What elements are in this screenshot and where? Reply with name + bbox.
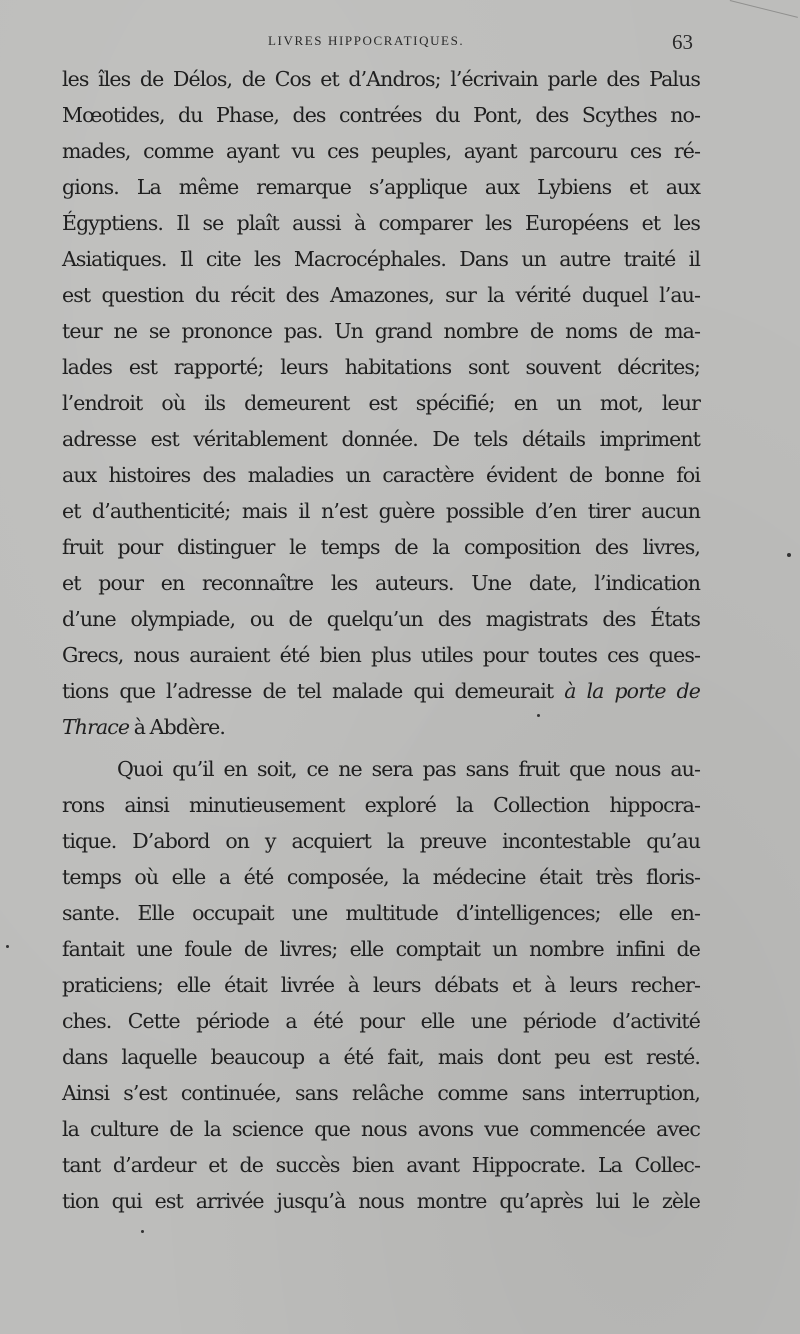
running-head-title: LIVRES HIPPOCRATIQUES. (268, 33, 465, 48)
text-line: Asiatiques. Il cite les Macrocéphales. Dans un autre traité il (62, 247, 700, 271)
text-line: les îles de Délos, de Cos et d’Andros; l’écrivain parle des Palus (62, 67, 700, 91)
text-line-part: tions que l’adresse de tel malade qui demeurait (62, 679, 554, 703)
text-line: sante. Elle occupait une multitude d’intelligences; elle en- (62, 901, 700, 925)
text-line: aux histoires des maladies un caractère évident de bonne foi (62, 463, 700, 487)
ink-speck (537, 714, 540, 717)
text-line: tant d’ardeur et de succès bien avant Hippocrate. La Collec- (62, 1153, 700, 1177)
text-line-part: à Abdère. (129, 715, 226, 739)
text-line: dans laquelle beaucoup a été fait, mais dont peu est resté. (62, 1045, 700, 1069)
text-line: rons ainsi minutieusement exploré la Collection hippocra- (62, 793, 700, 817)
text-line: fruit pour distinguer le temps de la composition des livres, (62, 535, 700, 559)
paragraph-first-line: Quoi qu’il en soit, ce ne sera pas sans fruit que nous au- (117, 757, 700, 781)
ink-speck (787, 553, 791, 557)
text-line: est question du récit des Amazones, sur la vérité duquel l’au- (62, 283, 700, 307)
ink-speck (6, 945, 9, 948)
text-line: Ainsi s’est continuée, sans relâche comme sans interruption, (62, 1081, 700, 1105)
text-line: temps où elle a été composée, la médecine était très floris- (62, 865, 700, 889)
running-head (0, 30, 800, 57)
italic-phrase: à la porte de (564, 679, 700, 703)
text-line: Grecs, nous auraient été bien plus utiles pour toutes ces ques- (62, 643, 700, 667)
text-line: l’endroit où ils demeurent est spécifié; en un mot, leur (62, 391, 700, 415)
text-line: mades, comme ayant vu ces peuples, ayant parcouru ces ré- (62, 139, 700, 163)
text-line: fantait une foule de livres; elle comptait un nombre infini de (62, 937, 700, 961)
body-text (62, 61, 700, 1219)
text-line: gions. La même remarque s’applique aux Lybiens et aux (62, 175, 700, 199)
text-line: d’une olympiade, ou de quelqu’un des magistrats des États (62, 607, 700, 631)
italic-word: Thrace (62, 715, 130, 739)
text-line: et d’authenticité; mais il n’est guère possible d’en tirer aucun (62, 499, 700, 523)
text-line (62, 673, 700, 709)
text-line: lades est rapporté; leurs habitations sont souvent décrites; (62, 355, 700, 379)
text-line (62, 709, 700, 745)
text-line: Égyptiens. Il se plaît aussi à comparer les Européens et les (62, 211, 700, 235)
text-line: tique. D’abord on y acquiert la preuve incontestable qu’au (62, 829, 700, 853)
text-line: Mœotides, du Phase, des contrées du Pont, des Scythes no- (62, 103, 700, 127)
ink-speck (141, 1230, 144, 1233)
text-line: praticiens; elle était livrée à leurs débats et à leurs recher- (62, 973, 700, 997)
text-line: ches. Cette période a été pour elle une période d’activité (62, 1009, 700, 1033)
page-number: 63 (672, 30, 693, 54)
text-line: tion qui est arrivée jusqu’à nous montre qu’après lui le zèle (62, 1189, 700, 1213)
text-line: teur ne se prononce pas. Un grand nombre de noms de ma- (62, 319, 700, 343)
text-line: la culture de la science que nous avons vue commencée avec (62, 1117, 700, 1141)
text-line: et pour en reconnaître les auteurs. Une date, l’indication (62, 571, 700, 595)
text-line: adresse est véritablement donnée. De tels détails impriment (62, 427, 700, 451)
